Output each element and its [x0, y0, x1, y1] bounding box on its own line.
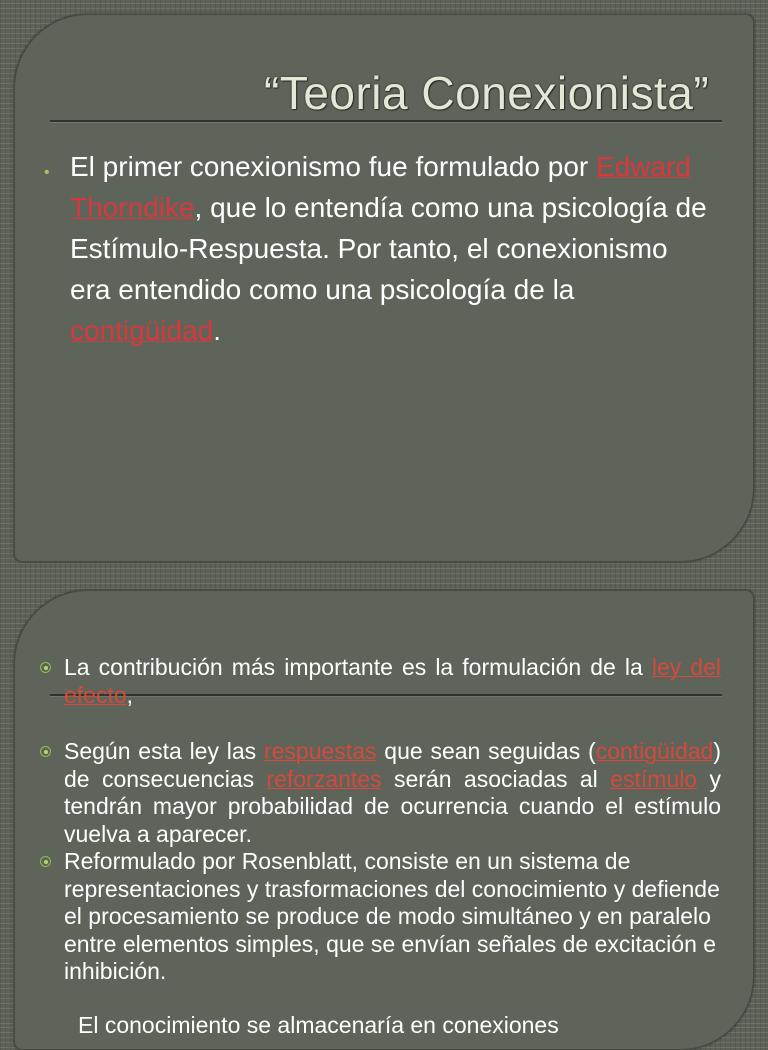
circle-bullet-icon [40, 662, 51, 673]
list-item [78, 1012, 735, 1040]
item-text: El conocimiento se almacenaría en conexiones [78, 1012, 559, 1038]
item-text: serán asociadas al [381, 765, 611, 792]
link-estimulo[interactable]: estímulo [610, 765, 698, 792]
bullet-icon: • [44, 164, 50, 181]
item-text: Según esta ley las [64, 738, 264, 764]
title-divider [50, 120, 722, 122]
item-text: ) de consecuencias [64, 738, 721, 792]
item-text: La contribución más importante es la formulación de la [64, 654, 652, 680]
link-edward-thorndike[interactable]: Edward Thorndike [70, 151, 691, 223]
link-respuestas[interactable]: respuestas [263, 738, 377, 764]
list-item [64, 654, 721, 709]
slide-1 [14, 14, 754, 562]
item-text: , [126, 681, 134, 708]
paragraph-text: . [213, 315, 222, 346]
slide-2 [14, 590, 754, 1050]
slide-title: “Teoria Conexionista” [264, 67, 710, 119]
item-text: Reformulado por Rosenblatt, consiste en un sistema de representaciones y trasformaciones del conocimiento y defiende el procesamiento se produce de modo simultáneo y en paralelo entre elementos simples, que se envían señales de excitación e inhibición. [64, 848, 720, 984]
paragraph-text: , que lo entendía como una psicología de Estímulo-Respuesta. Por tanto, el conexionismo era entendido como una psicología de la [70, 192, 707, 305]
link-contiguidad[interactable]: contigüidad [70, 315, 214, 346]
link-reforzantes[interactable]: reforzantes [266, 765, 382, 792]
circle-bullet-icon [40, 746, 51, 757]
item-text: que sean seguidas ( [376, 738, 596, 764]
list-item [64, 848, 721, 986]
intro-paragraph [70, 146, 710, 351]
list-item [64, 738, 721, 848]
item-text: y tendrán mayor probabilidad de ocurrencia cuando el estímulo vuelva a aparecer. [64, 765, 722, 847]
link-ley-del-efecto[interactable]: ley del efecto [64, 654, 721, 708]
paragraph-text: El primer conexionismo fue formulado por [70, 151, 597, 182]
circle-bullet-icon [40, 856, 51, 867]
link-contiguidad[interactable]: contigüidad [595, 738, 714, 764]
